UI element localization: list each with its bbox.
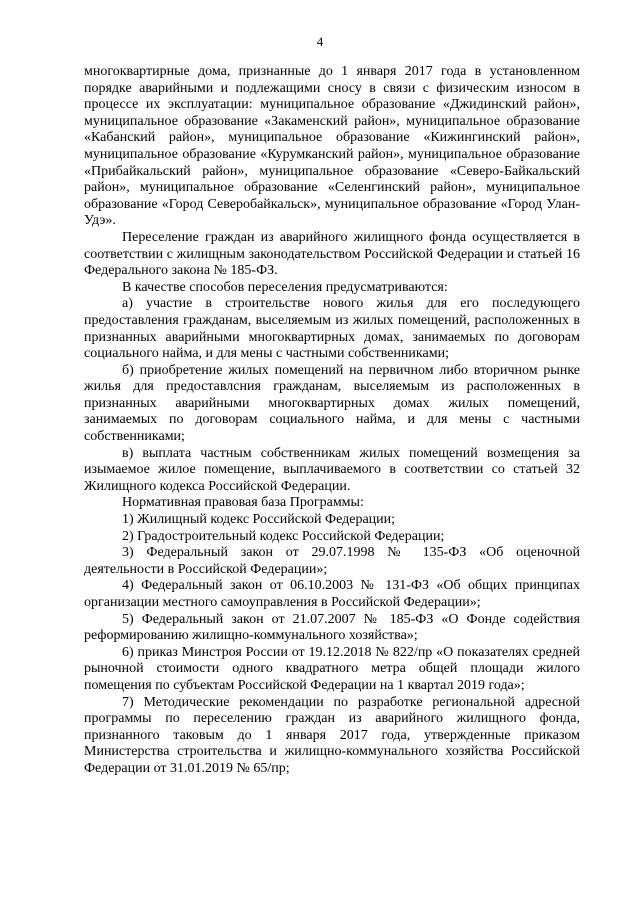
list-item-4: 4) Федеральный закон от 06.10.2003 № 131-ФЗ «Об общих принципах организации местного самоуправления в Российской Федерации»;: [84, 578, 580, 610]
list-item-5: 5) Федеральный закон от 21.07.2007 № 185-ФЗ «О Фонде содействия реформированию жилищно-коммунального хозяйства»;: [84, 611, 580, 644]
paragraph-2: Переселение граждан из аварийного жилищного фонда осуществляется в соответствии с жилищным законодательством Российской Федерации и статьей 16 Федерального закона № 185-ФЗ.: [84, 229, 580, 279]
list-item-6: 6) приказ Минстроя России от 19.12.2018 № 822/пр «О показателях средней рыночной стоимости одного квадратного метра общей площади жилого помещения по субъектам Российской Федерации на 1 квартал 2019 года»;: [84, 644, 580, 693]
paragraph-5: б) приобретение жилых помещений на первичном либо вторичном рынке жилья для предоставлсния гражданам, выселяемым из расположенных в признанных аварийными многоквартирных домах жилых помещений, занимаемых по договорам социального найма, и для мены с частными собственниками;: [84, 362, 580, 445]
list-item-7: 7) Методические рекомендации по разработке региональной адресной программы по переселению граждан из аварийного жилищного фонда, признанного таковым до 1 января 2017 года, утвержденные приказом Министерства строительства и жилищно-коммунального хозяйства Российской Федерации от 31.01.2019 № 65/пр;: [84, 694, 580, 776]
paragraph-4: а) участие в строительстве нового жилья для его последующего предоставления гражданам, выселяемым из жилых помещений, расположенных в признанных аварийными многоквартирных домах, занимаемых по договорам социального найма, и для мены с частными собственниками;: [84, 296, 580, 362]
list-item-3: 3) Федеральный закон от 29.07.1998 № 135-ФЗ «Об оценочной деятельности в Российской Федерации»;: [84, 545, 580, 577]
paragraph-3: В качестве способов переселения предусматриваются:: [122, 279, 448, 295]
list-item-2: 2) Градостроительный кодекс Российской Федерации;: [122, 528, 445, 544]
list-item-1: 1) Жилищный кодекс Российской Федерации;: [122, 512, 396, 528]
paragraph-1: многоквартирные дома, признанные до 1 января 2017 года в установленном порядке аварийными и подлежащими сносу в связи с физическим износом в процессе их эксплуатации: муниципальное образование «Джидинский район», муниципальное образование «Закаменский район», муниципальное образование «Кабанский район», муниципальное образование «Кижингинский район», муниципальное образование «Курумканский район», муниципальное образование «Прибайкальский район», муниципальное образование «Северо-Байкальский район», муниципальное образование «Селенгинский район», муниципальное образование «Город Северобайкальск», муниципальное образование «Город Улан-Удэ».: [84, 64, 580, 229]
paragraph-7: Нормативная правовая база Программы:: [122, 495, 364, 511]
page-number: 4: [316, 34, 324, 49]
paragraph-6: в) выплата частным собственникам жилых помещений возмещения за изымаемое жилое помещение, выплачиваемого в соответствии со статьей 32 Жилищного кодекса Российской Федерации.: [84, 445, 580, 494]
document-body: [84, 64, 580, 778]
